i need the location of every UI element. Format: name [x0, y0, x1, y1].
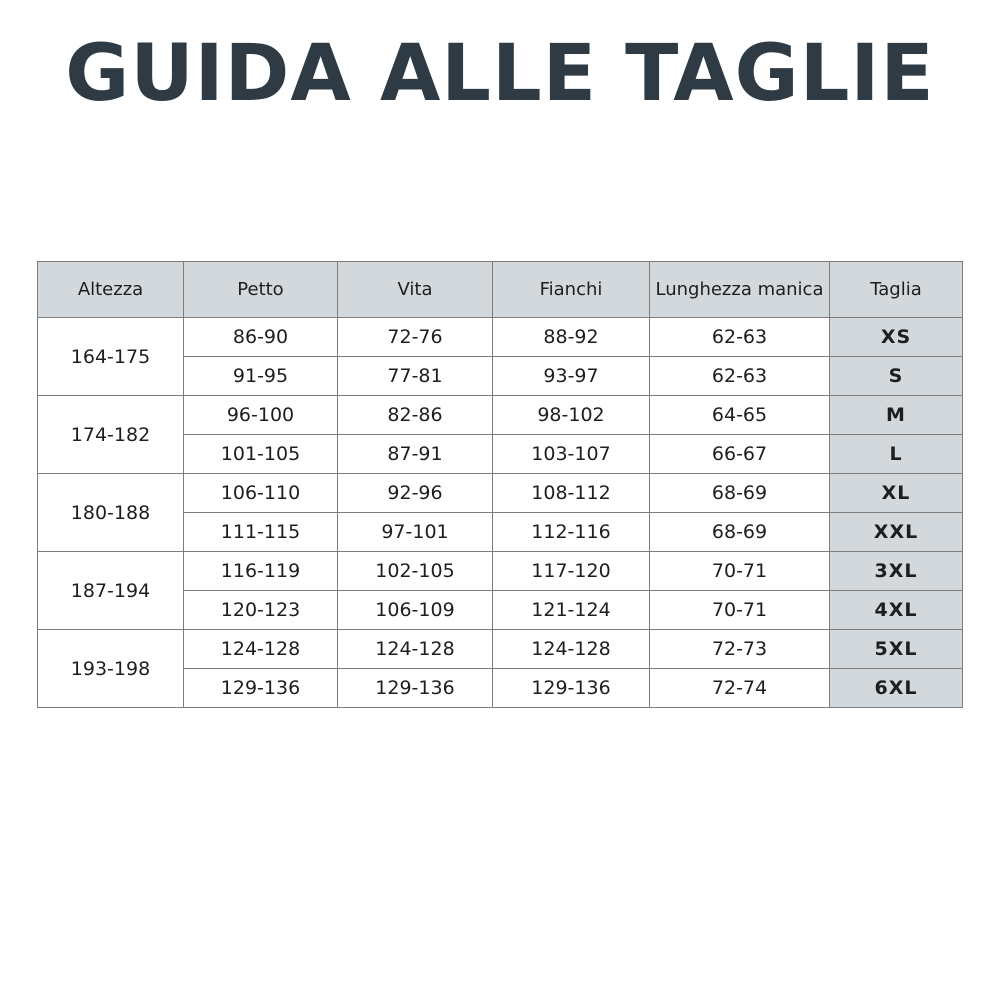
manica-cell: 62-63	[650, 318, 830, 357]
header-petto: Petto	[184, 262, 338, 318]
petto-cell: 96-100	[184, 396, 338, 435]
vita-cell: 72-76	[338, 318, 493, 357]
manica-cell: 64-65	[650, 396, 830, 435]
vita-cell: 87-91	[338, 435, 493, 474]
manica-cell: 72-73	[650, 630, 830, 669]
fianchi-cell: 98-102	[493, 396, 650, 435]
manica-cell: 72-74	[650, 669, 830, 708]
taglia-cell: S	[830, 357, 963, 396]
fianchi-cell: 108-112	[493, 474, 650, 513]
petto-cell: 124-128	[184, 630, 338, 669]
table-row	[38, 474, 963, 513]
manica-cell: 68-69	[650, 513, 830, 552]
size-guide-table	[37, 261, 963, 708]
vita-cell: 124-128	[338, 630, 493, 669]
vita-cell: 82-86	[338, 396, 493, 435]
altezza-cell: 174-182	[38, 396, 184, 474]
petto-cell: 86-90	[184, 318, 338, 357]
petto-cell: 129-136	[184, 669, 338, 708]
altezza-cell: 193-198	[38, 630, 184, 708]
taglia-cell: 6XL	[830, 669, 963, 708]
altezza-cell: 180-188	[38, 474, 184, 552]
header-taglia: Taglia	[830, 262, 963, 318]
altezza-cell: 164-175	[38, 318, 184, 396]
vita-cell: 106-109	[338, 591, 493, 630]
vita-cell: 77-81	[338, 357, 493, 396]
header-lunghezza-manica: Lunghezza manica	[650, 262, 830, 318]
taglia-cell: XXL	[830, 513, 963, 552]
taglia-cell: XS	[830, 318, 963, 357]
table-row	[38, 396, 963, 435]
table-header-row	[38, 262, 963, 318]
fianchi-cell: 93-97	[493, 357, 650, 396]
header-altezza: Altezza	[38, 262, 184, 318]
petto-cell: 116-119	[184, 552, 338, 591]
taglia-cell: 5XL	[830, 630, 963, 669]
taglia-cell: M	[830, 396, 963, 435]
manica-cell: 70-71	[650, 552, 830, 591]
header-fianchi: Fianchi	[493, 262, 650, 318]
taglia-cell: 4XL	[830, 591, 963, 630]
petto-cell: 106-110	[184, 474, 338, 513]
petto-cell: 91-95	[184, 357, 338, 396]
fianchi-cell: 88-92	[493, 318, 650, 357]
manica-cell: 66-67	[650, 435, 830, 474]
taglia-cell: XL	[830, 474, 963, 513]
vita-cell: 97-101	[338, 513, 493, 552]
manica-cell: 70-71	[650, 591, 830, 630]
header-vita: Vita	[338, 262, 493, 318]
petto-cell: 101-105	[184, 435, 338, 474]
fianchi-cell: 112-116	[493, 513, 650, 552]
petto-cell: 111-115	[184, 513, 338, 552]
petto-cell: 120-123	[184, 591, 338, 630]
vita-cell: 102-105	[338, 552, 493, 591]
manica-cell: 68-69	[650, 474, 830, 513]
vita-cell: 129-136	[338, 669, 493, 708]
fianchi-cell: 103-107	[493, 435, 650, 474]
fianchi-cell: 129-136	[493, 669, 650, 708]
fianchi-cell: 117-120	[493, 552, 650, 591]
taglia-cell: L	[830, 435, 963, 474]
vita-cell: 92-96	[338, 474, 493, 513]
manica-cell: 62-63	[650, 357, 830, 396]
fianchi-cell: 121-124	[493, 591, 650, 630]
altezza-cell: 187-194	[38, 552, 184, 630]
table-body	[38, 318, 963, 708]
page-title: GUIDA ALLE TAGLIE	[65, 29, 935, 119]
taglia-cell: 3XL	[830, 552, 963, 591]
table-row	[38, 318, 963, 357]
table-row	[38, 630, 963, 669]
table-row	[38, 552, 963, 591]
fianchi-cell: 124-128	[493, 630, 650, 669]
